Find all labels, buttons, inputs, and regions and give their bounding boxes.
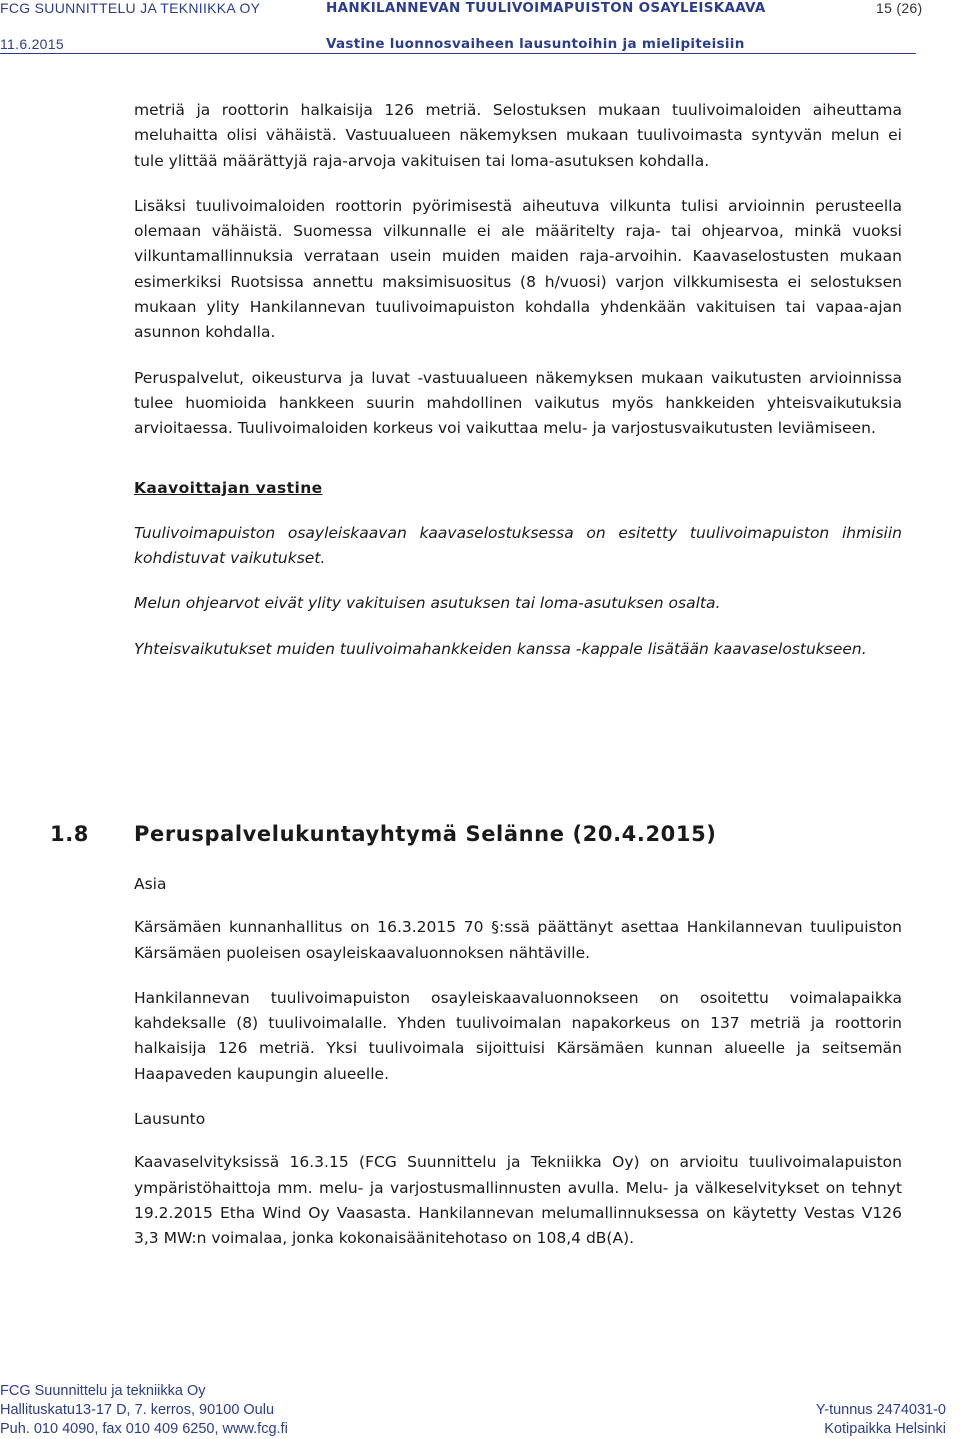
- header-title: HANKILANNEVAN TUULIVOIMAPUISTON OSAYLEISKAAVA: [326, 0, 766, 16]
- vastine-paragraph-1: Tuulivoimapuiston osayleiskaavan kaavaselostuksessa on esitetty tuulivoimapuiston ihmisiin kohdistuvat vaikutukset.: [134, 523, 902, 568]
- page-footer: [0, 1382, 960, 1438]
- section-content: [134, 872, 902, 1252]
- paragraph-3: Peruspalvelut, oikeusturva ja luvat -vastuualueen näkemyksen mukaan vaikutusten arvioinnissa tulee huomioida hankkeen suurin mahdollinen vaikutus myös hankkeiden yhteisvaikutuksia arvioitaessa. Tuulivoimaloiden korkeus voi vaikuttaa melu- ja varjostusvaikutusten leviämiseen.: [134, 368, 902, 438]
- section-number: 1.8: [50, 822, 90, 846]
- page-number: 15 (26): [876, 0, 923, 16]
- footer-domicile: Kotipaikka Helsinki: [824, 1421, 946, 1437]
- lausunto-label: Lausunto: [134, 1110, 206, 1129]
- lausunto-paragraph-1: Kaavaselvityksissä 16.3.15 (FCG Suunnittelu ja Tekniikka Oy) on arvioitu tuulivoimalapuiston ympäristöhaittoja mm. melu- ja varjostusmallinnusten avulla. Melu- ja välkeselvitykset on tehnyt 19.2.2015 Etha Wind Oy Vaasasta. Hankilannevan melumallinnuksessa on käytetty Vestas V126 3,3 MW:n voimalaa, jonka kokonaisäänitehotaso on 108,4 dB(A).: [134, 1153, 902, 1248]
- page-header: [0, 0, 960, 56]
- asia-label: Asia: [134, 875, 167, 893]
- header-divider: [0, 53, 916, 54]
- footer-company: FCG Suunnittelu ja tekniikka Oy: [0, 1383, 206, 1399]
- footer-business-id: Y-tunnus 2474031-0: [815, 1402, 946, 1418]
- asia-paragraph-2: Hankilannevan tuulivoimapuiston osayleiskaavaluonnokseen on osoitettu voimalapaikka kahdeksalle (8) tuulivoimalalle. Yhden tuulivoimalan napakorkeus on 137 metriä ja roottorin halkaisija 126 metriä. Yksi tuulivoimala sijoittuisi Kärsämäen kunnan alueelle ja seitsemän Haapaveden kaupungin alueelle.: [134, 988, 902, 1083]
- vastine-paragraph-3: Yhteisvaikutukset muiden tuulivoimahankkeiden kanssa -kappale lisätään kaavaselostukseen.: [134, 639, 867, 658]
- paragraph-2: Lisäksi tuulivoimaloiden roottorin pyörimisestä aiheutuva vilkunta tulisi arvioinnin perusteella olemaan vähäistä. Suomessa vilkunnalle ei ale määritelty raja- tai ohjearvoa, minkä vuoksi vilkuntamallinnuksia verrataan usein muiden maiden raja-arvoihin. Kaavaselostusten mukaan esimerkiksi Ruotsissa annettu maksimisuositus (8 h/vuosi) varjon vilkkumisesta ei selostuksen mukaan ylity Hankilannevan tuulivoimapuiston kohdalla yhdenkään vakituisen tai vapaa-ajan asunnon kohdalla.: [134, 196, 902, 342]
- vastine-heading: Kaavoittajan vastine: [134, 478, 323, 497]
- asia-paragraph-1: Kärsämäen kunnanhallitus on 16.3.2015 70 §:ssä päättänyt asettaa Hankilannevan tuulipuiston Kärsämäen puoleisen osayleiskaavaluonnoksen nähtäville.: [134, 918, 902, 962]
- header-date: 11.6.2015: [0, 36, 64, 52]
- vastine-paragraph-2: Melun ohjearvot eivät ylity vakituisen asutuksen tai loma-asutuksen osalta.: [134, 594, 721, 613]
- main-content: [134, 98, 902, 662]
- section-heading: [50, 822, 717, 846]
- paragraph-1: metriä ja roottorin halkaisija 126 metriä. Selostuksen mukaan tuulivoimaloiden aiheuttama meluhaitta olisi vähäistä. Vastuualueen näkemyksen mukaan tuulivoimasta syntyvän melun ei tule ylittää määrättyjä raja-arvoja vakituisen tai loma-asutuksen kohdalla.: [134, 101, 902, 170]
- header-company: FCG SUUNNITTELU JA TEKNIIKKA OY: [0, 0, 261, 16]
- section-title: Peruspalvelukuntayhtymä Selänne (20.4.2015): [134, 822, 717, 846]
- footer-address: Hallituskatu13-17 D, 7. kerros, 90100 Oulu: [0, 1402, 275, 1418]
- header-subtitle: Vastine luonnosvaiheen lausuntoihin ja mielipiteisiin: [326, 36, 745, 52]
- footer-contact: Puh. 010 4090, fax 010 409 6250, www.fcg.fi: [0, 1421, 288, 1437]
